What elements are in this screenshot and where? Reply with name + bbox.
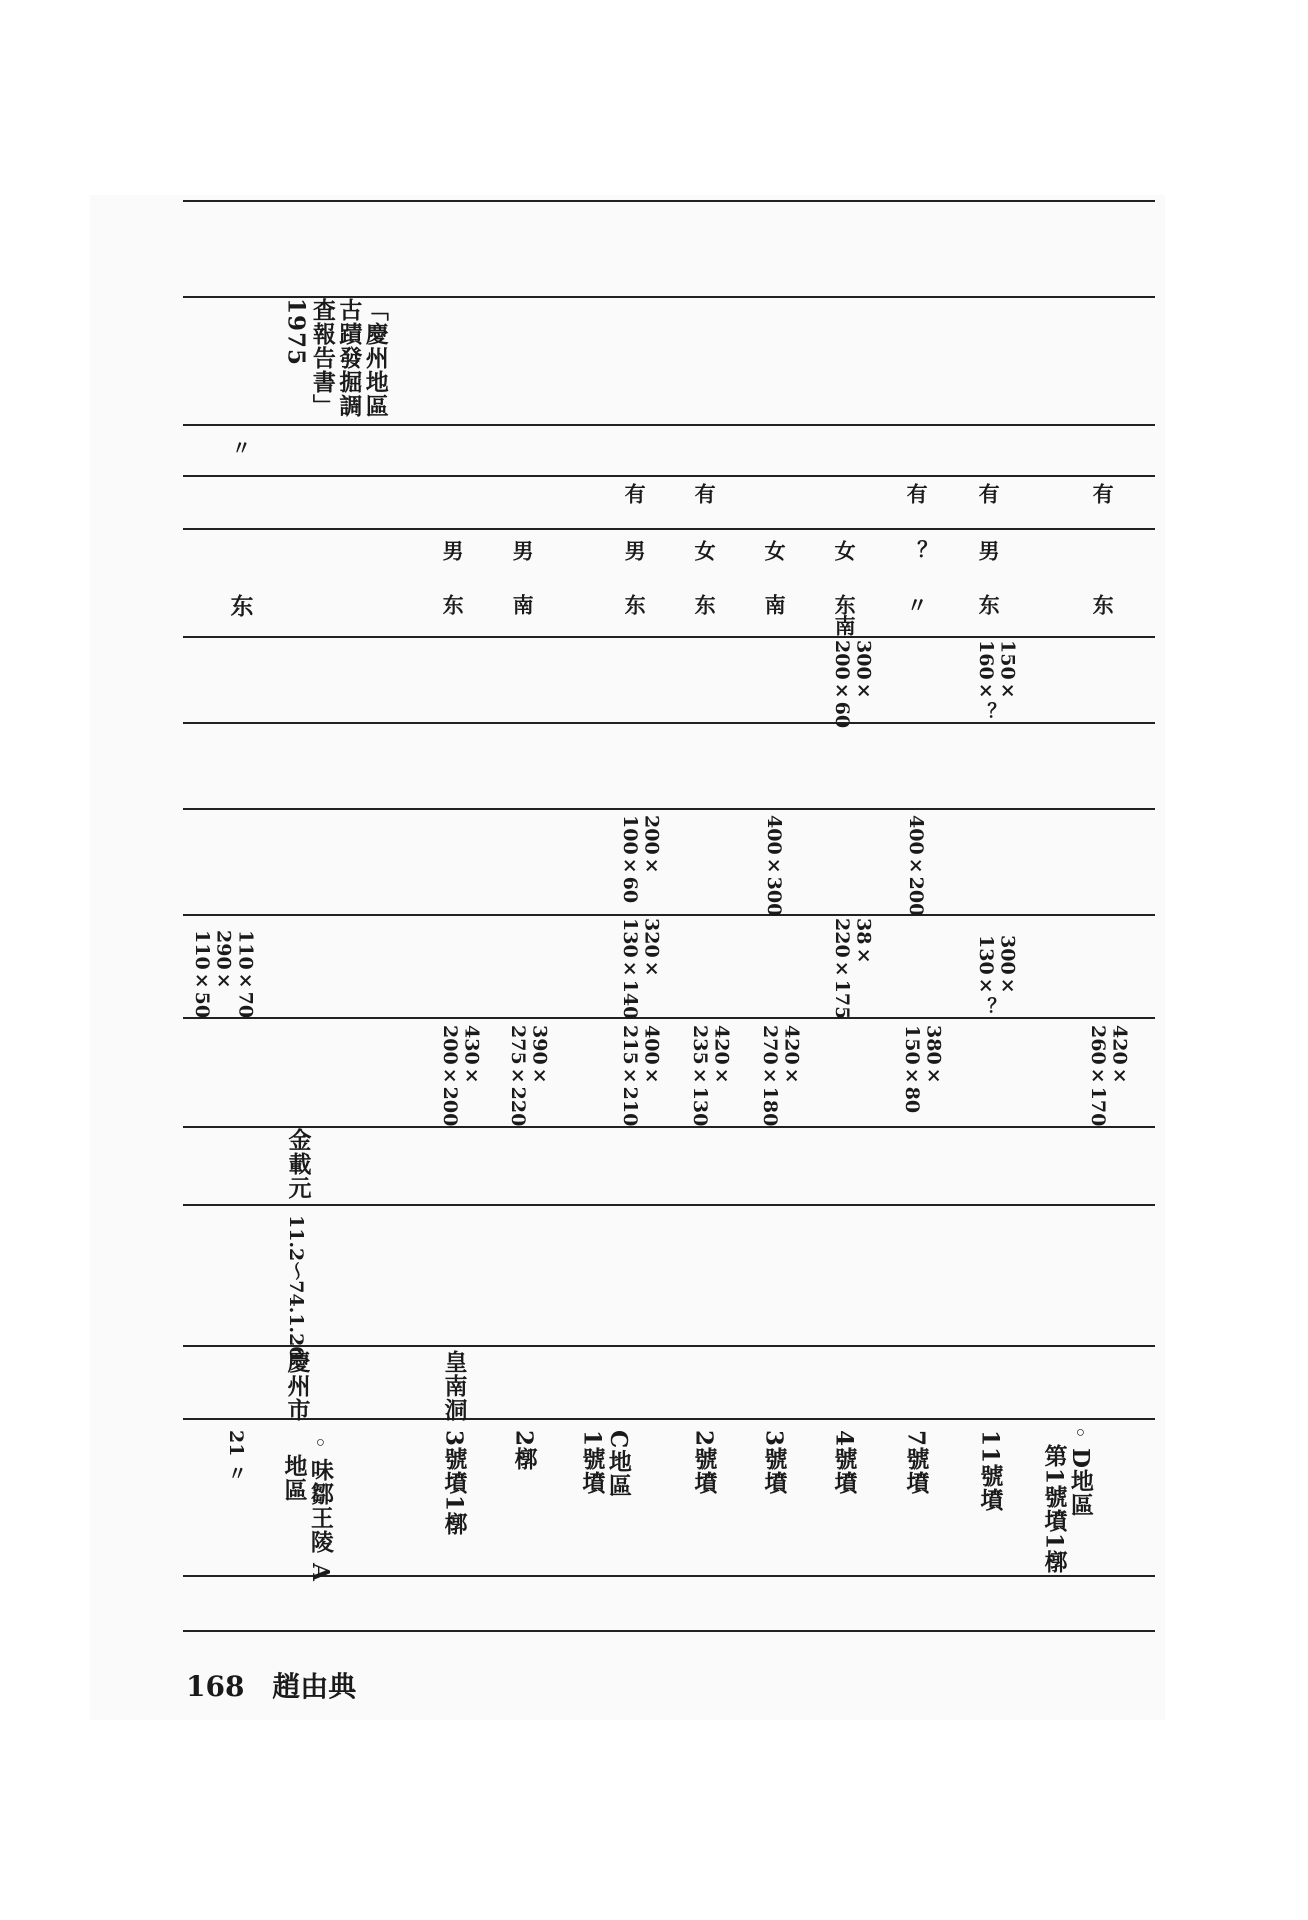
- sex-cell: 男: [440, 540, 466, 561]
- tomb-name: 3號墳: [760, 1430, 788, 1496]
- tomb-name: 3號墳1槨: [440, 1430, 468, 1537]
- tomb-name: 4號墳: [830, 1430, 858, 1496]
- table-rule: [183, 1204, 1155, 1206]
- tomb-name: ◦D地區 第1號墳1槨: [1040, 1420, 1094, 1575]
- dims-b-cell: 400×200: [904, 815, 927, 917]
- size-cell: 380× 150×80: [900, 1025, 945, 1114]
- site-location: 慶州市: [283, 1350, 311, 1422]
- table-rule: [183, 636, 1155, 638]
- dims-c-cell: 150× 160×？: [974, 640, 1019, 721]
- sex-cell: 男: [510, 540, 536, 561]
- tomb-name: 11號墳: [976, 1430, 1004, 1513]
- table-rule: [183, 528, 1155, 530]
- tomb-name: 2槨: [510, 1430, 538, 1472]
- dims-b-cell: 200× 100×60: [618, 815, 663, 904]
- sex-cell: 女: [692, 540, 718, 561]
- orientation-cell: 东: [622, 594, 648, 615]
- excavation-date: 11.2～74.1.20: [284, 1215, 307, 1360]
- dims-c-cell: 300× 200×60: [830, 640, 875, 729]
- table-rule: [183, 1630, 1155, 1632]
- orientation-cell: 东南: [832, 594, 858, 636]
- size-cell: 400× 215×210: [618, 1025, 663, 1127]
- has-cell: 有: [1090, 483, 1116, 504]
- table-rule: [183, 1126, 1155, 1128]
- site-name: ◦味鄒王陵 A 地區: [280, 1430, 334, 1582]
- sex-cell: ？: [904, 540, 930, 561]
- orientation-ditto: 东: [226, 594, 254, 618]
- dims-a-cell: 110×70 290× 110×50: [190, 930, 257, 1019]
- table-rule: [183, 1418, 1155, 1420]
- dims-a-cell: 320× 130×140: [618, 918, 663, 1020]
- orientation-cell: 东: [1090, 594, 1116, 615]
- table-rule: [183, 1017, 1155, 1019]
- size-cell: 430× 200×200: [438, 1025, 483, 1127]
- orientation-cell: 东: [976, 594, 1002, 615]
- tomb-location: 皇南洞: [440, 1350, 468, 1422]
- page-number: 168: [186, 1670, 245, 1703]
- orientation-cell: 南: [510, 594, 536, 615]
- author-name: 趙由典: [272, 1670, 357, 1703]
- size-cell: 420× 260×170: [1086, 1025, 1131, 1127]
- size-cell: 390× 275×220: [506, 1025, 551, 1127]
- orientation-cell: 〃: [904, 594, 930, 615]
- has-cell: 有: [692, 483, 718, 504]
- orientation-cell: 东: [440, 594, 466, 615]
- page-footer: [186, 1665, 374, 1705]
- reference-ditto: 〃: [228, 438, 251, 457]
- table-rule: [183, 475, 1155, 477]
- investigator: 金載元: [284, 1128, 312, 1200]
- size-cell: 420× 235×130: [688, 1025, 733, 1127]
- orientation-cell: 东: [692, 594, 718, 615]
- size-cell: 420× 270×180: [758, 1025, 803, 1127]
- table-rule: [183, 914, 1155, 916]
- dims-a-cell: 38× 220×175: [830, 918, 875, 1020]
- tomb-name: 7號墳: [902, 1430, 930, 1496]
- row-number: 21 〃: [224, 1430, 247, 1483]
- sex-cell: 女: [832, 540, 858, 561]
- table-rule: [183, 808, 1155, 810]
- dims-a-cell: 300× 130×？: [974, 935, 1019, 1016]
- reference-cell: 「慶州地區 古蹟發掘調 査報告書」 1975: [282, 298, 389, 418]
- table-rule: [183, 424, 1155, 426]
- sex-cell: 女: [762, 540, 788, 561]
- tomb-name: 2號墳: [690, 1430, 718, 1496]
- tomb-name: C地區 1號墳: [578, 1430, 632, 1498]
- table-rule: [183, 1345, 1155, 1347]
- sex-cell: 男: [976, 540, 1002, 561]
- has-cell: 有: [976, 483, 1002, 504]
- sex-cell: 男: [622, 540, 648, 561]
- table-rule: [183, 200, 1155, 202]
- orientation-cell: 南: [762, 594, 788, 615]
- has-cell: 有: [904, 483, 930, 504]
- dims-b-cell: 400×300: [762, 815, 785, 917]
- has-cell: 有: [622, 483, 648, 504]
- table-rule: [183, 722, 1155, 724]
